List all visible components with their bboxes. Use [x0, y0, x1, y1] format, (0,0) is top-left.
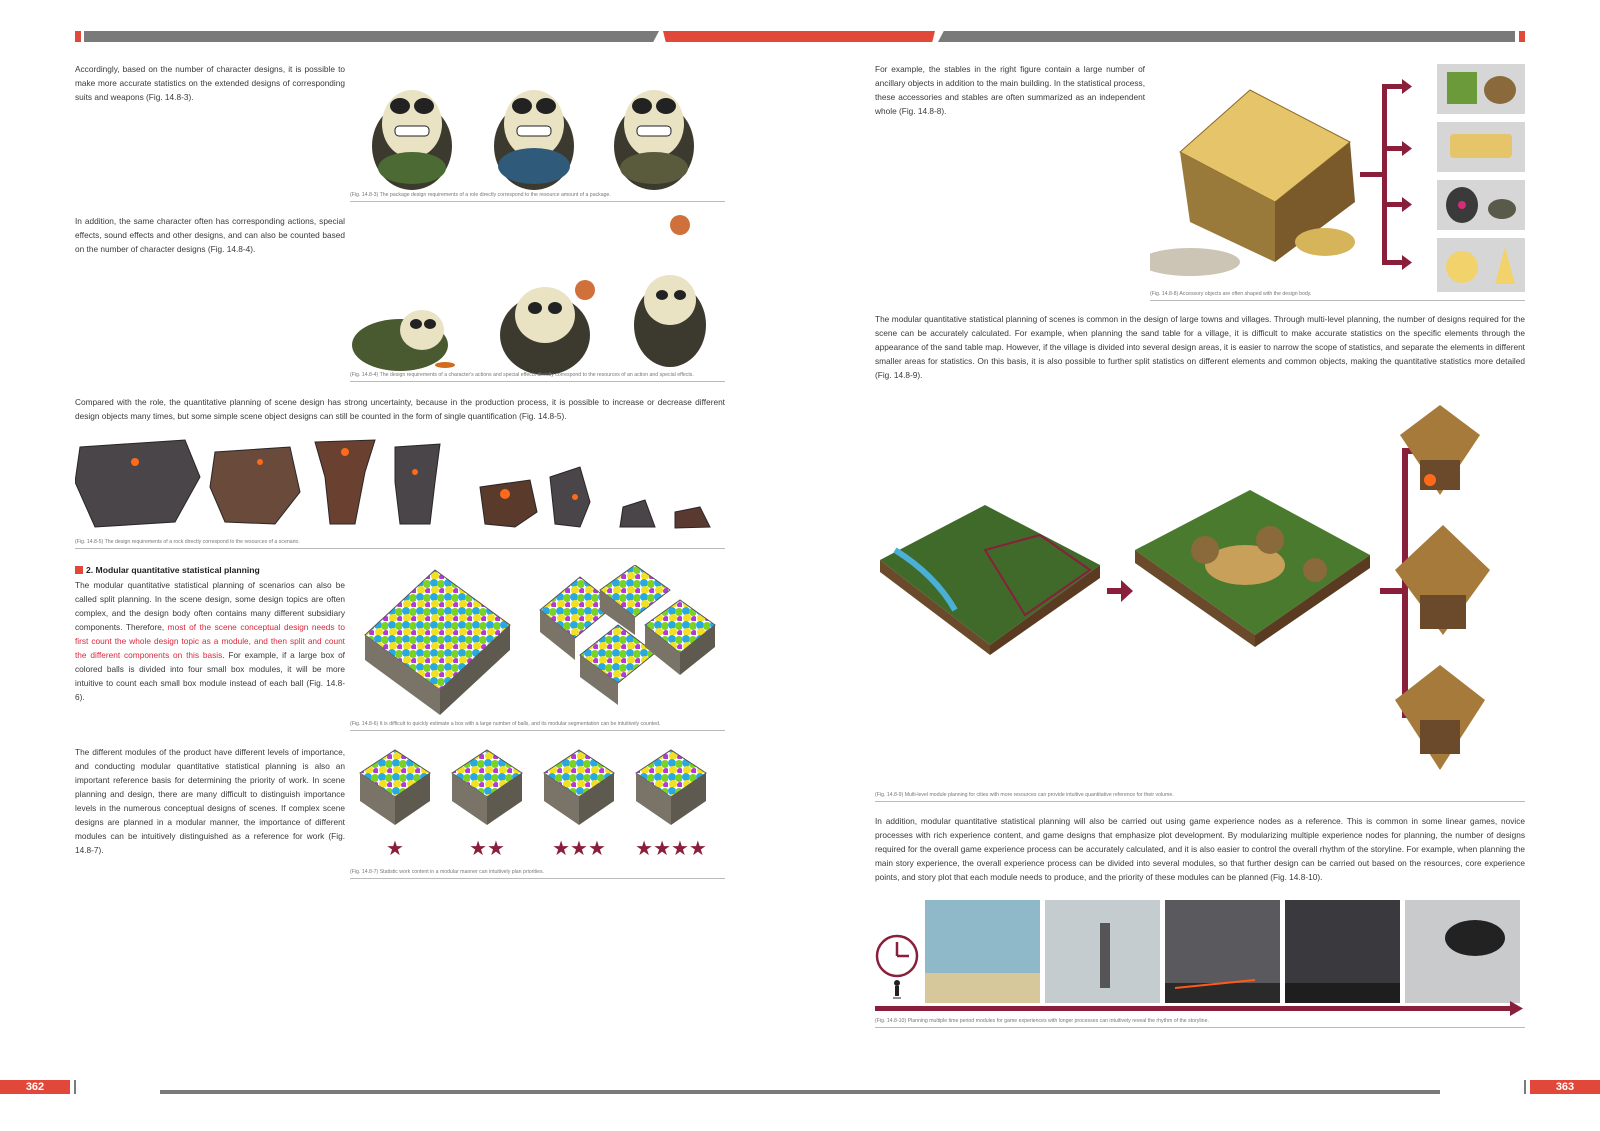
accessory-arrows [1360, 79, 1412, 270]
left-paragraph-1: Accordingly, based on the number of character designs, it is possible to make more accurate statistics on the extended designs of corresponding suits and weapons (Fig. 14.8-3). [75, 64, 345, 102]
right-paragraph-1: For example, the stables in the right figure contain a large number of ancillary objects in addition to the main building. In the statistical process, these accessories and stables are often summarized as an independent whole (Fig. 14.8-8). [875, 64, 1145, 116]
page-number-right: 363 [1555, 1081, 1575, 1093]
caption-fig-14-8-8: (Fig. 14.8-8) Accessory objects are often shaped with the design body. [1150, 291, 1525, 301]
figure-stable [1150, 62, 1525, 297]
rating-2-stars: ★★ [469, 836, 505, 860]
top-red-bar-center [663, 31, 935, 42]
heading-square-icon [75, 566, 83, 574]
rock-5 [480, 480, 537, 527]
top-accent-left [75, 31, 81, 42]
left-paragraph-2: In addition, the same character often has corresponding actions, special effects, sound effects and other designs, and can also be counted based on the number of character designs (Fig. 14.8-4). [75, 216, 345, 254]
panda-action-jump [634, 215, 706, 367]
p4-text-a: The modular quantitative statistical planning of scenarios can also be called split planning. In the scene design, some design topics are often complex, and the design body often contains many different subsidiary components. Therefore, [75, 580, 345, 632]
figure-panda-suits [350, 66, 725, 196]
village-sand-table [880, 505, 1100, 655]
figure-priority-boxes [350, 745, 725, 865]
hut-building-1 [1400, 405, 1480, 495]
panda-character-1 [372, 90, 452, 190]
right-paragraph-3: In addition, modular quantitative statistical planning will also be carried out using game experience nodes as a reference. This is common in some linear games, novice processes with rich experience content, and game designs that emphasize plot development. By modularizing multiple experience nodes for planning, the number of designs required for the overall game experience process can be accurately calculated, and it is also easier to control the overall rhythm of the storyline. For example, when planning the main story experience, the overall experience process can be divided into several modules, so that further design can be carried out based on the resources, core experience points, and story plot that each module needs to produce, and the priority of these modules can be planned (Fig. 14.8-10). [875, 816, 1525, 882]
rock-4 [395, 444, 440, 524]
stable-building [1150, 90, 1355, 276]
top-gray-bar-right [938, 31, 1515, 42]
priority-box-2 [452, 750, 522, 825]
panda-action-hit [500, 280, 595, 375]
page-number-left: 362 [25, 1081, 45, 1093]
figure-panda-actions [350, 215, 725, 375]
caption-fig-14-8-9: (Fig. 14.8-9) Multi-level module planning for cities with more resources can provide intuitive quantitative reference for their volume. [875, 792, 1525, 802]
priority-box-3 [544, 750, 614, 825]
caption-fig-14-8-7: (Fig. 14.8-7) Statistic work content in a modular manner can intuitively plan priorities. [350, 869, 725, 879]
panda-action-crouch [352, 310, 455, 371]
footer-gray-line [160, 1090, 1440, 1094]
rock-1 [75, 440, 200, 527]
rating-1-star: ★ [386, 836, 404, 860]
timeline-arrow [875, 1001, 1523, 1016]
rating-3-stars: ★★★ [552, 836, 606, 860]
arrow-to-district [1107, 580, 1133, 602]
left-paragraph-5: The different modules of the product have different levels of importance, and conducting modular quantitative statistical planning is also an important reference basis for determining the priority of work. In scene planning and design, there are many difficult to distinguish importance levels in the numerous conceptual designs of scenes. If complex scene designs are planned in a modular manner, the importance of different modules can be intuitively distinguished as a reference for work (Fig. 14.8-7). [75, 747, 345, 855]
clock-icon [877, 936, 917, 976]
left-paragraph-3: Compared with the role, the quantitative planning of scene design has strong uncertainty, because in the production process, it is possible to increase or decrease different design objects many times, but some simple scene object designs can still be counted in the form of single quantification (Fig. 14.8-5). [75, 397, 725, 421]
caption-fig-14-8-6: (Fig. 14.8-6) It is difficult to quickly estimate a box with a large number of balls, and its modular segmentation can be intuitively counted. [350, 721, 725, 731]
small-ball-box-4 [645, 600, 715, 675]
small-ball-box-3 [580, 625, 655, 705]
caption-fig-14-8-5: (Fig. 14.8-5) The design requirements of a rock directly correspond to the resources of a scenario. [75, 539, 725, 549]
caption-fig-14-8-3: (Fig. 14.8-3) The package design requirements of a role directly correspond to the resource amount of a package. [350, 192, 725, 202]
rock-2 [210, 447, 300, 524]
rock-6 [550, 467, 590, 527]
figure-story-timeline [875, 898, 1525, 1018]
caption-fig-14-8-10: (Fig. 14.8-10) Planning multiple time period modules for game experiences with longer processes can intuitively reveal the rhythm of the storyline. [875, 1018, 1525, 1028]
panda-character-2 [494, 90, 574, 190]
hut-building-3 [1395, 665, 1485, 770]
caption-fig-14-8-4: (Fig. 14.8-4) The design requirements of a character's actions and special effects directly correspond to the resources of an action and special effects. [350, 372, 725, 382]
section-heading-modular [75, 565, 345, 575]
rock-7 [620, 500, 655, 527]
top-accent-right [1519, 31, 1525, 42]
p4-text-b: . For example, if a large box of colored balls is divided into four small box modules, it will be more intuitive to count each small box module instead of each ball (Fig. 14.8-6). [75, 650, 345, 702]
traveler-silhouette-icon [893, 980, 901, 998]
figure-ball-boxes [360, 565, 725, 725]
panda-character-3 [614, 90, 694, 190]
footer-tick-right [1524, 1080, 1526, 1094]
top-gray-bar-left [84, 31, 659, 42]
accessory-panels [1437, 64, 1525, 292]
figure-rocks [75, 432, 725, 542]
left-paragraph-4 [75, 578, 345, 704]
figure-village-modules [875, 400, 1525, 790]
section-heading-text: 2. Modular quantitative statistical planning [86, 565, 260, 575]
right-paragraph-2: The modular quantitative statistical planning of scenes is common in the design of large towns and villages. Through multi-level planning, the number of designs required for the scene can be accurately calculated. For example, when planning the sand table for a village, it is difficult to make accurate statistics on the specific elements through the appearance of the sand table map. However, if the village is divided into several design areas, it is easier to narrow the scope of statistics, and separate the elements in different smaller areas for statistics. On this basis, it is also possible to further split statistics on different elements and common objects, making the quantitative statistics more detailed (Fig. 14.8-9). [875, 314, 1525, 380]
large-ball-box [365, 570, 510, 715]
priority-box-4 [636, 750, 706, 825]
rating-4-stars: ★★★★ [635, 836, 707, 860]
village-district [1135, 490, 1370, 647]
hut-building-2 [1395, 525, 1490, 635]
rock-8 [675, 507, 710, 528]
p4-highlight: most of the scene conceptual design needs to first count the whole design topic as a module, and then split and count the different components on this basis [75, 622, 345, 660]
footer-tick-left [74, 1080, 76, 1094]
